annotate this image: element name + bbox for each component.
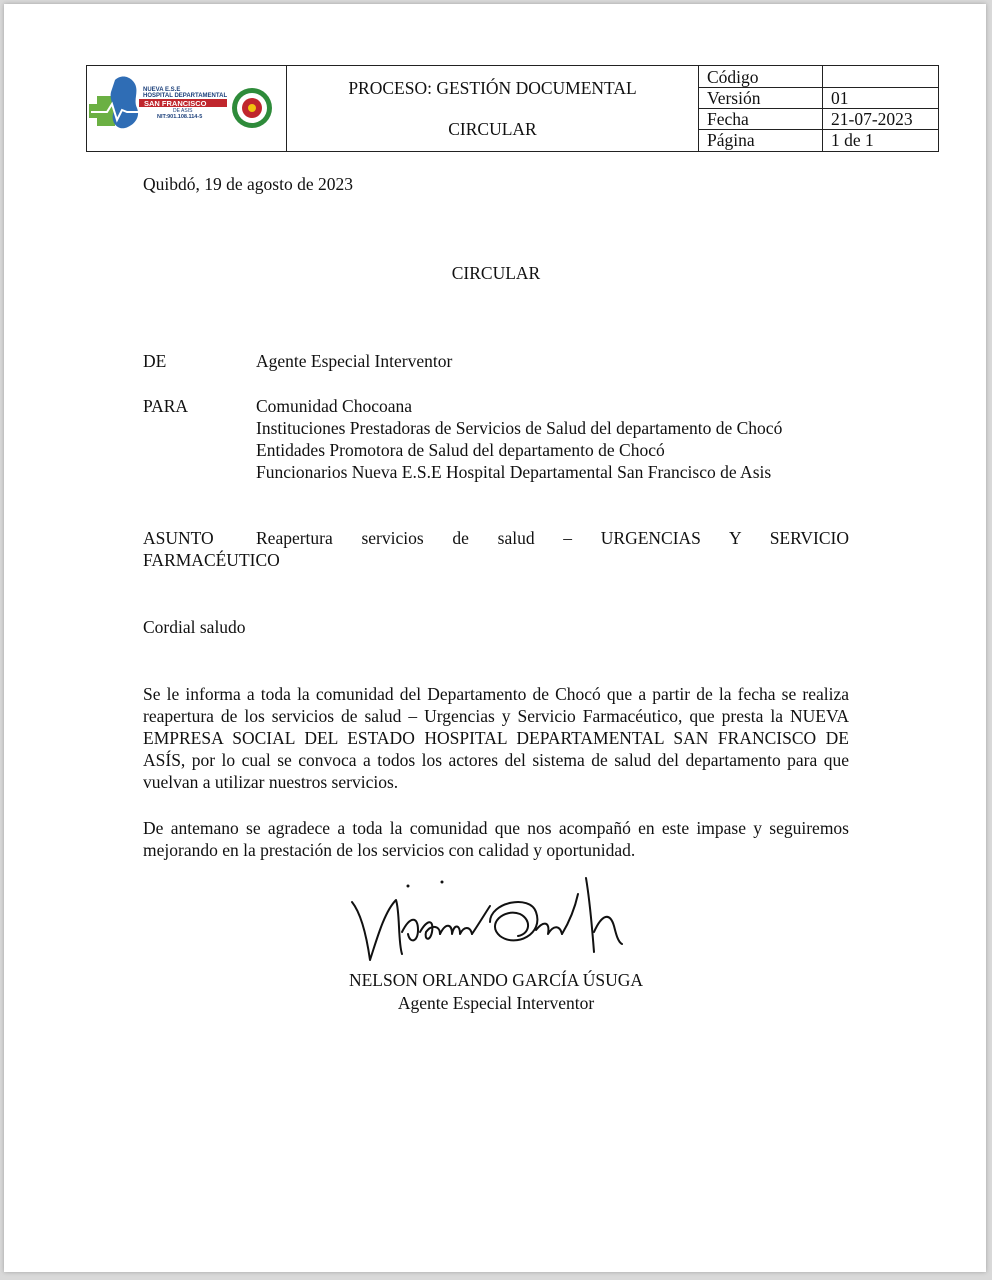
to-line: Funcionarios Nueva E.S.E Hospital Departamental San Francisco de Asis — [256, 462, 772, 482]
to-line: Instituciones Prestadoras de Servicios de Salud del departamento de Chocó — [256, 418, 783, 438]
place-date: Quibdó, 19 de agosto de 2023 — [143, 174, 353, 194]
to-label: PARA — [143, 396, 189, 416]
handwritten-signature — [340, 872, 640, 967]
signer-name: NELSON ORLANDO GARCÍA ÚSUGA — [348, 970, 644, 990]
document-header — [86, 65, 939, 152]
meta-row-code — [699, 66, 938, 88]
body-paragraph-1: Se le informa a toda la comunidad del Departamento de Chocó que a partir de la fecha se realiza reapertura de los servicios de salud – Urgencias y Servicio Farmacéutico, que presta la NUEVA EMPRESA SOCIAL DEL ESTADO HOSPITAL DEPARTAMENTAL SAN FRANCISCO DE ASÍS, por lo cual se convoca a todos los actores del sistema de salud del departamento para que vuelvan a utilizar nuestros servicios. — [143, 684, 849, 792]
logo-nit: NIT:901.108.114-5 — [157, 114, 203, 120]
signer-title: Agente Especial Interventor — [397, 993, 595, 1013]
meta-value: 21-07-2023 — [831, 109, 913, 129]
subject-label: ASUNTO — [143, 528, 214, 548]
meta-row-version — [699, 87, 938, 109]
logo-line-1: NUEVA E.S.E — [143, 87, 181, 93]
meta-label: Fecha — [707, 109, 749, 129]
meta-value: 1 de 1 — [831, 130, 874, 150]
subject-line-1: Reapertura servicios de salud – URGENCIAS Y SERVICIO — [256, 528, 849, 548]
header-title-cell — [287, 66, 699, 151]
header-meta-table — [699, 66, 938, 151]
meta-label: Versión — [707, 88, 761, 108]
process-title: PROCESO: GESTIÓN DOCUMENTAL — [348, 78, 637, 98]
to-line: Comunidad Chocoana — [256, 396, 413, 416]
hospital-logo-cell — [87, 66, 287, 151]
logo-line-3: SAN FRANCISCO — [144, 99, 207, 108]
subject-line-2: FARMACÉUTICO — [143, 550, 280, 570]
meta-row-page — [699, 129, 938, 150]
body-paragraph-2: De antemano se agradece a toda la comunidad que nos acompañó en este impase y seguiremos mejorando en la prestación de los servicios con calidad y oportunidad. — [143, 818, 849, 860]
logo-line-4: DE ASIS — [173, 108, 193, 114]
meta-row-date — [699, 108, 938, 130]
to-line: Entidades Promotora de Salud del departamento de Chocó — [256, 440, 665, 460]
from-value: Agente Especial Interventor — [256, 351, 453, 371]
logo-line-2: HOSPITAL DEPARTAMENTAL — [143, 93, 228, 99]
doc-type: CIRCULAR — [448, 119, 537, 139]
greeting: Cordial saludo — [143, 617, 246, 637]
circular-title: CIRCULAR — [451, 263, 541, 283]
meta-label: Página — [707, 130, 755, 150]
from-label: DE — [143, 351, 167, 371]
meta-label: Código — [707, 67, 759, 87]
meta-value: 01 — [831, 88, 849, 108]
